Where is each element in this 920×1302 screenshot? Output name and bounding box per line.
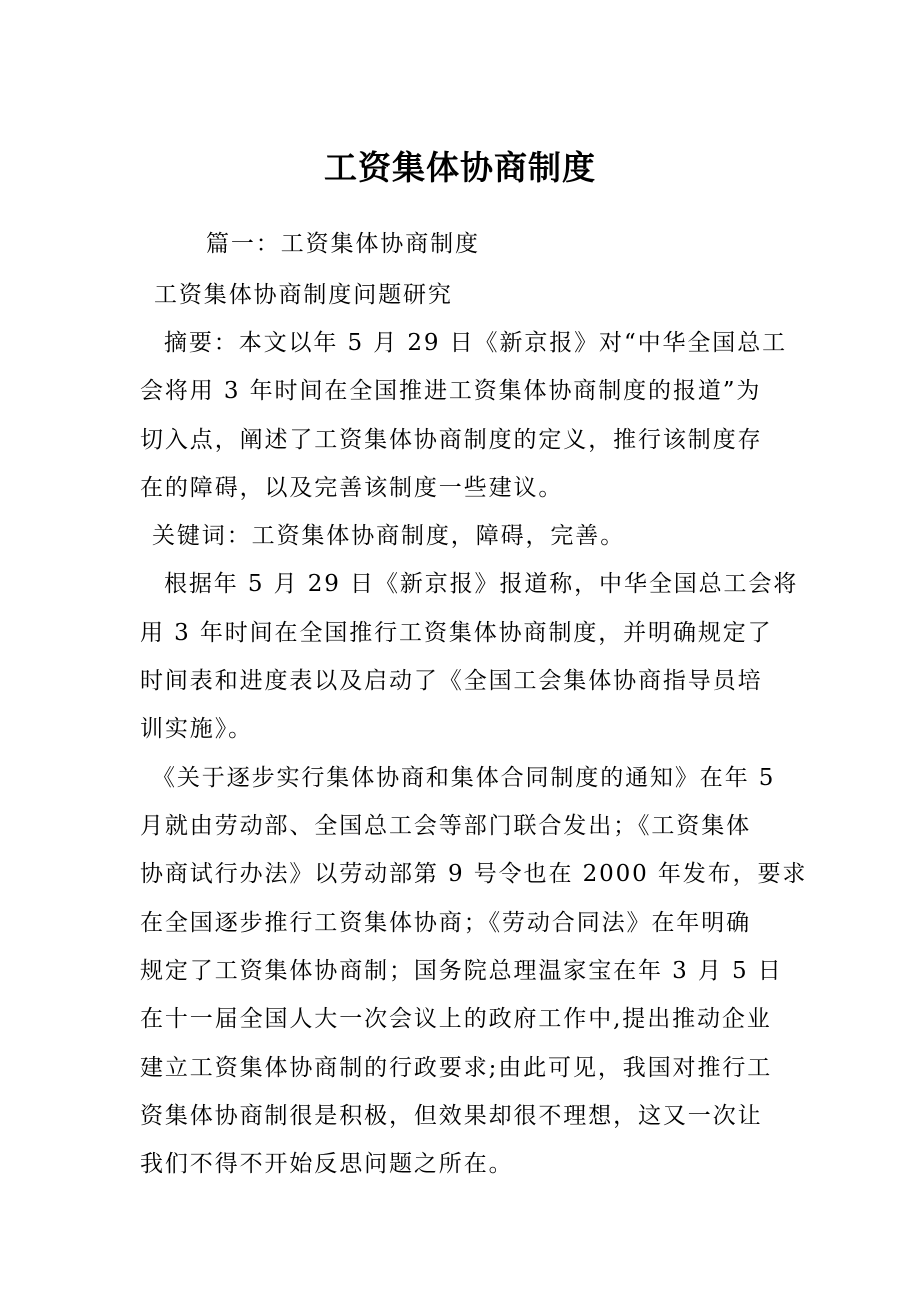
paragraph-line: 月就由劳动部、全国总工会等部门联合发出；《工资集体 [140,813,751,839]
paragraph-line: 在十一届全国人大一次会议上的政府工作中,提出推动企业 [140,1006,772,1032]
abstract-line: 会将用 3 年时间在全国推进工资集体协商制度的报道”为 [140,378,762,404]
abstract-line: 在的障碍，以及完善该制度一些建议。 [140,475,564,501]
keywords-line: 关键词：工资集体协商制度，障碍，完善。 [152,523,626,549]
subtitle: 工资集体协商制度问题研究 [154,282,453,308]
paragraph-line: 根据年 5 月 29 日《新京报》报道称，中华全国总工会将 [164,571,799,597]
paragraph-line: 时间表和进度表以及启动了《全国工会集体协商指导员培 [140,668,763,694]
document-title: 工资集体协商制度 [324,148,596,187]
abstract-line: 切入点，阐述了工资集体协商制度的定义，推行该制度存 [140,427,763,453]
paragraph-line: 资集体协商制很是积极，但效果却很不理想，这又一次让 [140,1103,763,1129]
paragraph-line: 《关于逐步实行集体协商和集体合同制度的通知》在年 5 [152,765,776,791]
abstract-line: 摘要：本文以年 5 月 29 日《新京报》对“中华全国总工 [164,330,788,356]
paragraph-line: 规定了工资集体协商制；国务院总理温家宝在年 3 月 5 日 [140,958,783,984]
section-heading: 篇一：工资集体协商制度 [206,231,480,257]
paragraph-line: 我们不得不开始反思问题之所在。 [140,1151,514,1177]
paragraph-line: 用 3 年时间在全国推行工资集体协商制度，并明确规定了 [140,620,773,646]
paragraph-line: 协商试行办法》以劳动部第 9 号令也在 2000 年发布，要求 [140,861,808,887]
paragraph-line: 训实施》。 [140,716,253,742]
paragraph-line: 在全国逐步推行工资集体协商；《劳动合同法》在年明确 [140,910,751,936]
paragraph-line: 建立工资集体协商制的行政要求;由此可见，我国对推行工 [140,1055,773,1081]
